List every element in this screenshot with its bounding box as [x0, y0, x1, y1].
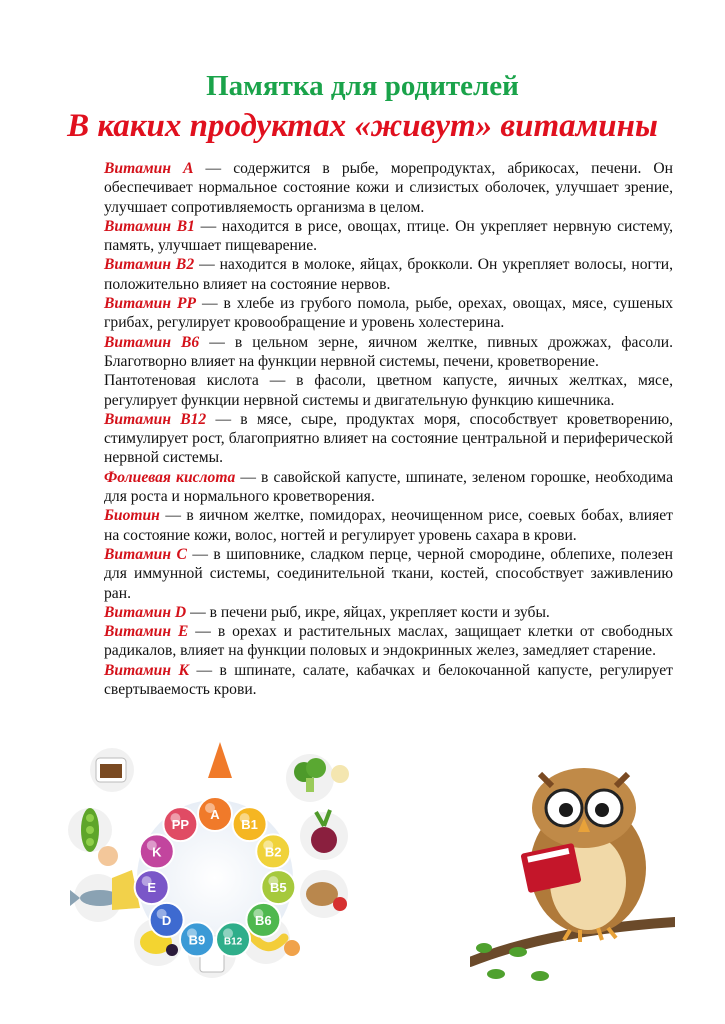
- vitamin-name: Витамин D: [104, 603, 187, 621]
- vitamin-text: — в мясе, сыре, продуктах моря, способствует кроветворению, стимулирует рост, благоприятно влияет на состояние центральной и периферической нервной системы.: [104, 410, 673, 467]
- vitamin-text: — в яичном желтке, помидорах, неочищенном рисе, соевых бобах, влияет на состояние кожи, волос, ногтей и регулирует уровень сахара в крови.: [104, 507, 673, 544]
- vitamin-text: — находится в молоке, яйцах, брокколи. Он укрепляет волосы, ногти, положительно влияет на состояние нервов.: [104, 256, 673, 293]
- vitamin-name: Витамин В1: [104, 217, 195, 235]
- list-item: [104, 159, 673, 217]
- carrot-icon: [208, 742, 232, 778]
- vitamin-ball: [261, 870, 295, 904]
- vitamin-text: — в шиповнике, сладком перце, черной смородине, облепихе, полезен для иммунной системы, соединительной ткани, костей, способствует заживлению ран.: [104, 545, 673, 602]
- vitamin-ball: [246, 903, 280, 937]
- vitamin-list: [104, 159, 673, 699]
- vitamin-ball-label: B5: [270, 880, 287, 896]
- page-subtitle: В каких продуктах «живут» витамины: [67, 108, 658, 144]
- vitamin-name: Витамин А: [104, 160, 194, 177]
- vitamin-ball-label: B1: [241, 817, 258, 833]
- beans-icon: [98, 846, 118, 866]
- vitamin-name: Витамин В6: [104, 333, 200, 351]
- list-item: [104, 217, 673, 256]
- broccoli-icon: [286, 754, 349, 802]
- list-item: [104, 622, 673, 661]
- vitamin-text: — содержится в рыбе, морепродуктах, абрикосах, печени. Он обеспечивает нормальное состояние кожи и слизистых оболочек, улучшает зрение, улучшает сопротивляемость организма в целом.: [104, 160, 674, 216]
- vitamin-name: Витамин К: [104, 661, 190, 679]
- list-item: [104, 410, 673, 468]
- list-item: [104, 661, 673, 700]
- vitamin-circle-illustration: [60, 738, 370, 1018]
- vitamin-ball-label: PP: [171, 817, 190, 833]
- list-item: [104, 603, 673, 622]
- vitamin-ball-label: B9: [188, 932, 206, 948]
- vitamin-ball: [216, 922, 250, 956]
- list-item: [104, 468, 673, 507]
- vitamin-text: Пантотеновая кислота — в фасоли, цветном капусте, яичных желтках, мясе, регулирует функции нервной системы и двигательную функцию кишечника.: [104, 372, 673, 409]
- vitamin-ball-label: A: [210, 807, 220, 822]
- vitamin-ball: [140, 834, 174, 868]
- list-item: [104, 545, 673, 603]
- vitamin-ball: [163, 807, 197, 841]
- vitamin-name: Витамин РР: [104, 295, 197, 313]
- list-item: [104, 506, 673, 545]
- vitamin-text: — в хлебе из грубого помола, рыбе, орехах, овощах, мясе, сушеных грибах, регулирует кровообращение и уровень холестерина.: [104, 295, 674, 332]
- vitamin-name: Витамин С: [104, 545, 187, 563]
- vitamin-ball-label: E: [147, 880, 156, 896]
- vitamin-ball-label: K: [152, 844, 162, 860]
- vitamin-ball: [198, 797, 232, 831]
- owl-illustration: [470, 752, 675, 984]
- vitamin-ball: [150, 903, 184, 937]
- vitamin-ball-label: B12: [223, 936, 243, 948]
- vitamin-ball: [135, 870, 169, 904]
- pea-pod-icon: [68, 808, 112, 852]
- list-item: [104, 294, 673, 333]
- vitamin-name: Биотин: [104, 507, 160, 525]
- vitamin-text: — в цельном зерне, яичном желтке, пивных дрожжах, фасоли. Благотворно влияет на функции нервной системы, печени, кроветворение.: [104, 333, 673, 370]
- vitamin-ball: [256, 834, 290, 868]
- vitamin-text: — в орехах и растительных маслах, защищает клетки от свободных радикалов, влияет на функции половых и эндокринных желез, замедляет старение.: [104, 623, 673, 660]
- walnut-icon: [300, 870, 348, 918]
- page-title: Памятка для родителей: [206, 70, 519, 102]
- vitamin-name: Витамин В12: [104, 410, 207, 428]
- vitamin-name: Фолиевая кислота: [104, 468, 236, 486]
- vitamin-text: — в шпинате, салате, кабачках и белокочанной капусте, регулирует свертываемость крови.: [104, 661, 673, 699]
- vitamin-ball-label: B2: [264, 844, 282, 860]
- vitamin-ball: [180, 922, 214, 956]
- vitamin-name: Витамин В2: [104, 256, 195, 274]
- beet-icon: [300, 810, 348, 860]
- vitamin-text: — в печени рыб, икре, яйцах, укрепляет кости и зубы.: [186, 603, 550, 621]
- vitamin-text: — находится в рисе, овощах, птице. Он укрепляет нервную систему, память, улучшает пищеварение.: [104, 217, 674, 255]
- list-item: [104, 371, 673, 410]
- vitamin-ball-label: B6: [255, 912, 272, 928]
- list-item: [104, 333, 673, 372]
- list-item: [104, 255, 673, 294]
- vitamin-ball: [233, 807, 267, 841]
- vitamin-ball-label: D: [161, 912, 172, 928]
- vitamin-name: Витамин Е: [104, 623, 189, 641]
- vitamin-text: — в савойской капусте, шпинате, зеленом горошке, необходима для роста и нормального кроветворения.: [104, 468, 673, 506]
- tea-cup-icon: [90, 748, 134, 792]
